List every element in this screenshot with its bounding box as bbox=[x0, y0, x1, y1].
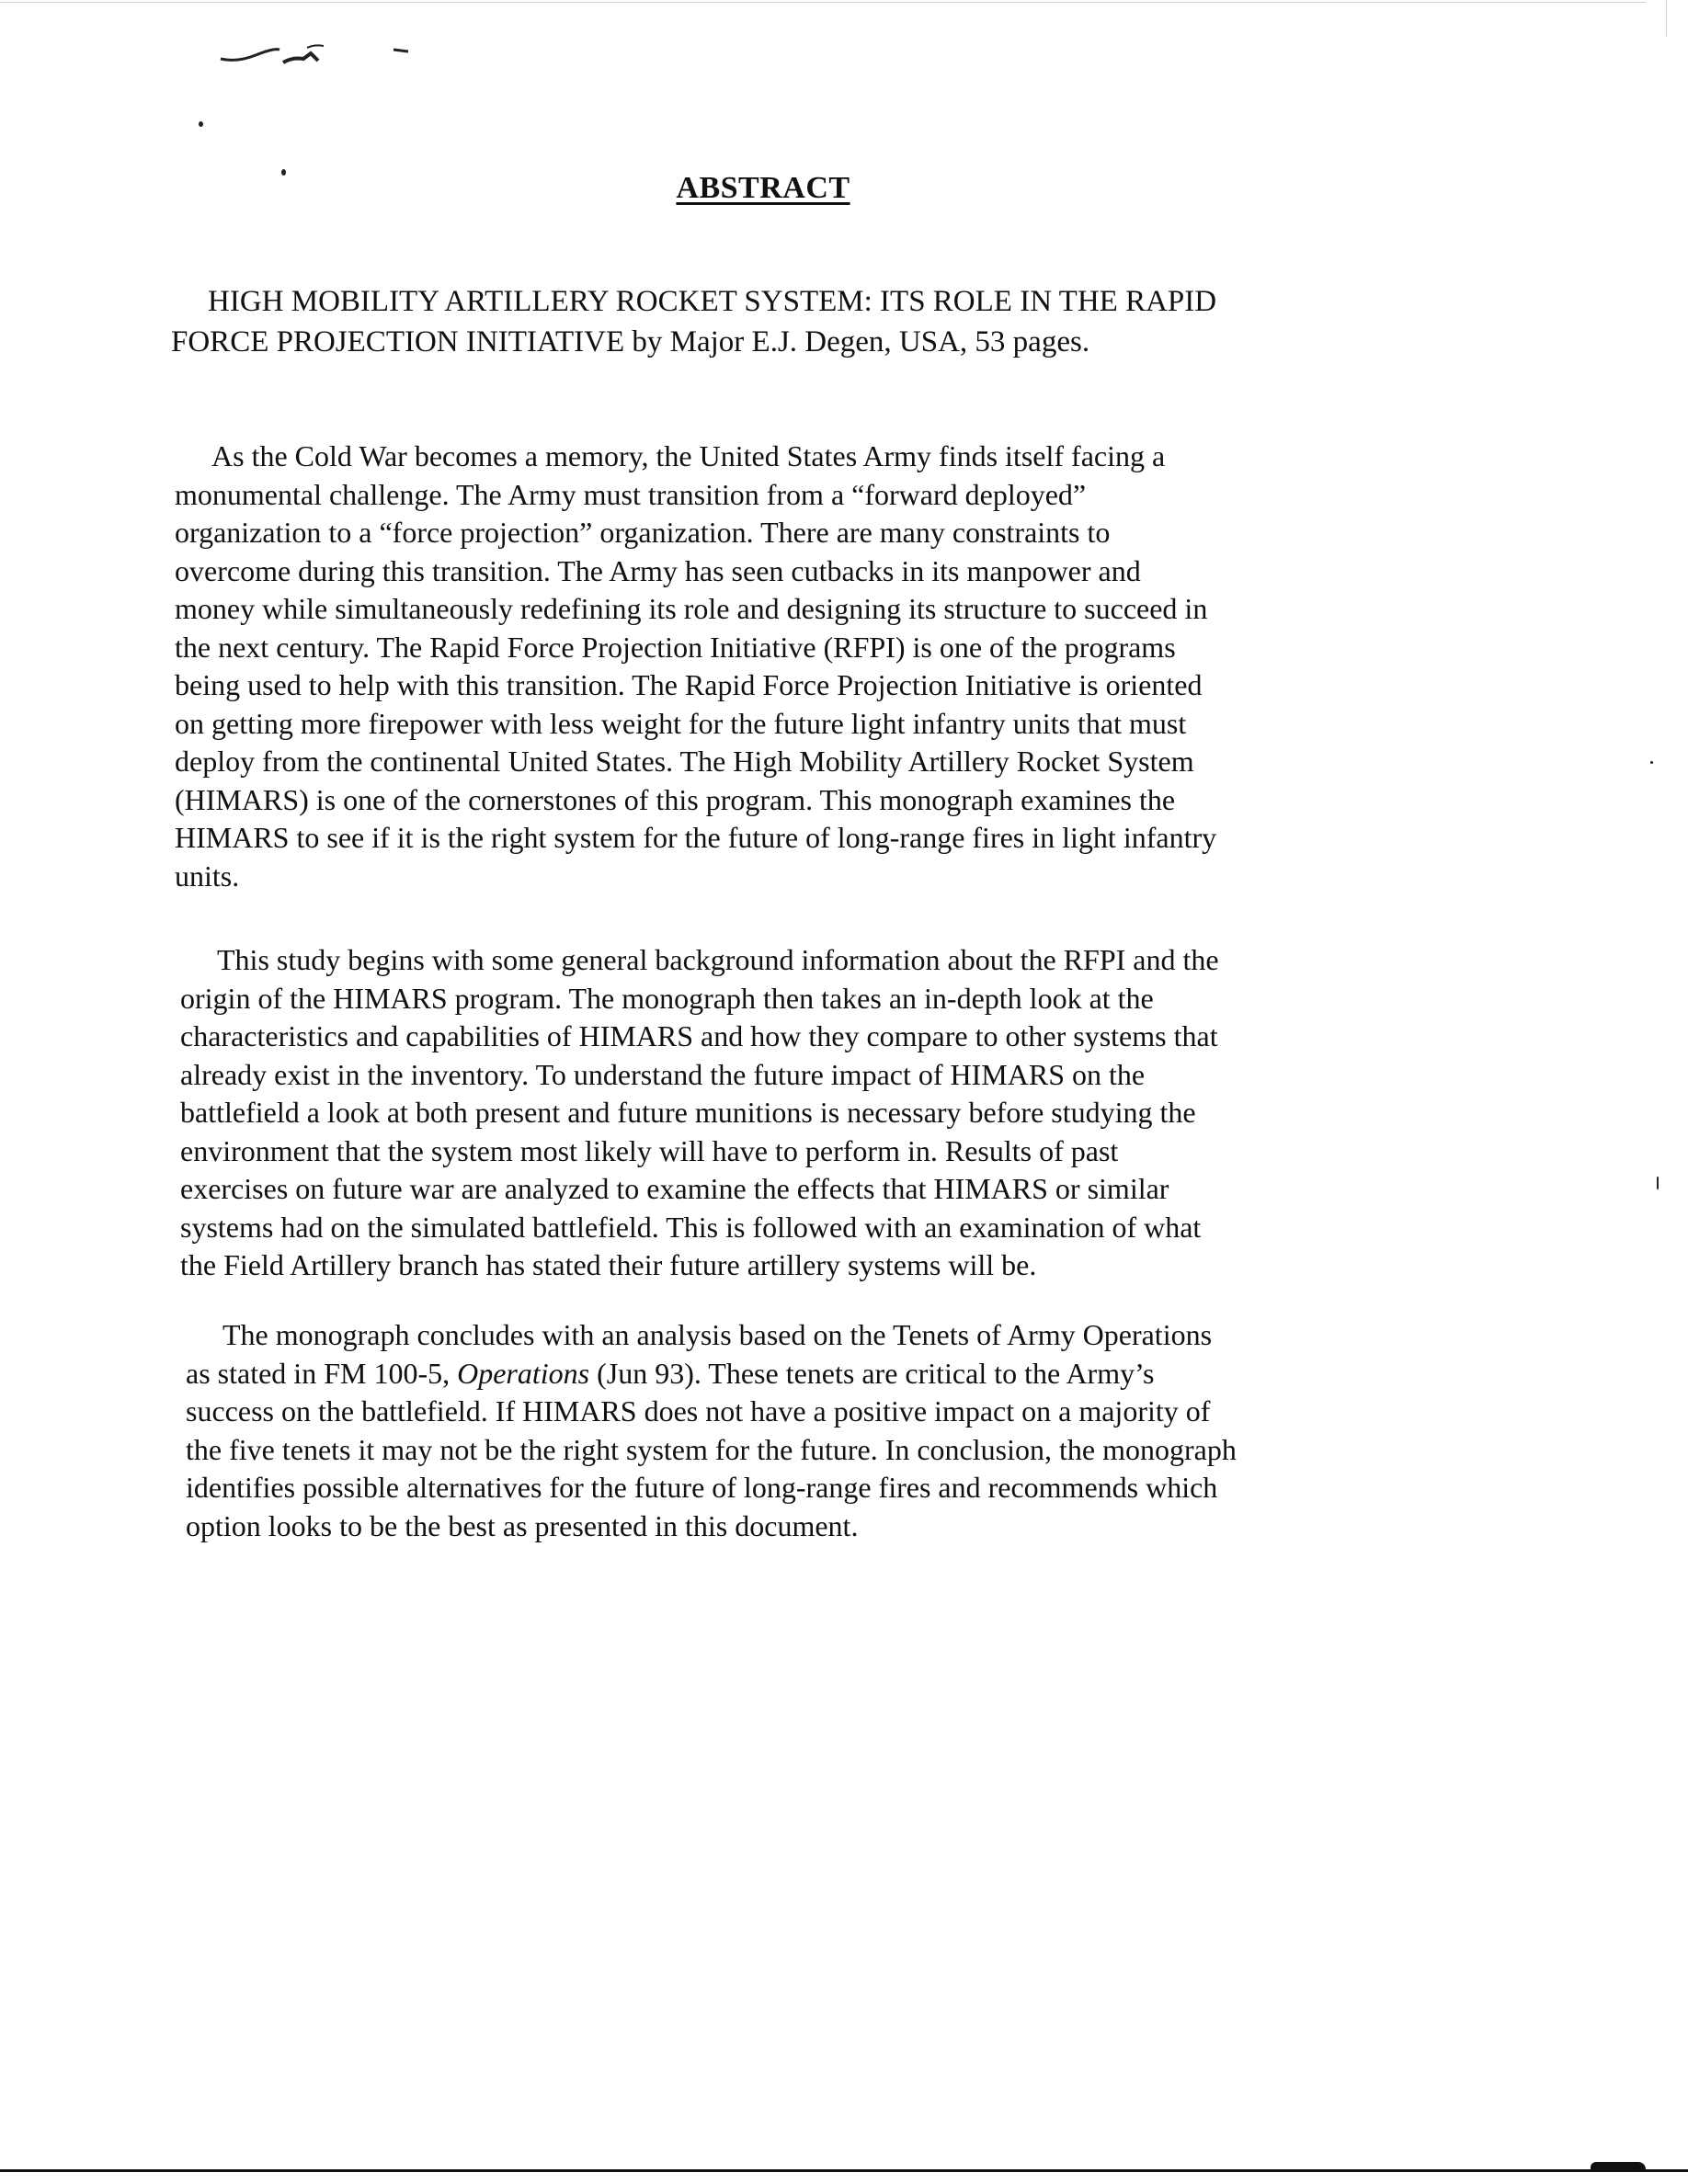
paragraph-line: success on the battlefield. If HIMARS does not have a positive impact on a majority of bbox=[186, 1394, 1211, 1428]
paragraph-line: exercises on future war are analyzed to examine the effects that HIMARS or similar bbox=[180, 1172, 1169, 1205]
paragraph-line: systems had on the simulated battlefield. This is followed with an examination of what bbox=[180, 1210, 1202, 1244]
paragraph-line: organization to a “force projection” organization. There are many constraints to bbox=[175, 516, 1111, 549]
paragraph-line: environment that the system most likely will have to perform in. Results of past bbox=[180, 1133, 1119, 1167]
italic-reference: Operations bbox=[457, 1356, 590, 1390]
paragraph-line: As the Cold War becomes a memory, the United States Army finds itself facing a bbox=[211, 439, 1166, 472]
heading-line: FORCE PROJECTION INITIATIVE by Major E.J. Degen, USA, 53 pages. bbox=[171, 325, 1090, 358]
scan-scribble-mark bbox=[219, 40, 421, 77]
scan-speck bbox=[1650, 761, 1653, 764]
paragraph-line: The monograph concludes with an analysis based on the Tenets of Army Operations bbox=[222, 1318, 1213, 1351]
paragraph-line: origin of the HIMARS program. The monograph then takes an in-depth look at the bbox=[180, 981, 1154, 1015]
paragraph-line: HIMARS to see if it is the right system for the future of long-range fires in light infantry bbox=[175, 821, 1217, 854]
scan-speck bbox=[199, 121, 203, 127]
paragraph-line: units. bbox=[175, 859, 240, 893]
paragraph-text: (Jun 93). These tenets are critical to the Army’s bbox=[589, 1356, 1155, 1390]
scan-edge-right bbox=[1666, 0, 1667, 37]
paragraph-line: the Field Artillery branch has stated their future artillery systems will be. bbox=[180, 1248, 1037, 1281]
abstract-paragraph-1 bbox=[175, 438, 1216, 895]
paragraph-line: monumental challenge. The Army must transition from a “forward deployed” bbox=[175, 477, 1087, 511]
paragraph-line: being used to help with this transition. The Rapid Force Projection Initiative is oriented bbox=[175, 668, 1203, 701]
scan-speck bbox=[1657, 1177, 1659, 1189]
paragraph-line: already exist in the inventory. To understand the future impact of HIMARS on the bbox=[180, 1057, 1146, 1091]
heading-line: HIGH MOBILITY ARTILLERY ROCKET SYSTEM: ITS ROLE IN THE RAPID bbox=[208, 285, 1217, 318]
scan-smudge-bottom bbox=[1591, 2162, 1646, 2171]
abstract-paragraph-2 bbox=[180, 941, 1219, 1285]
paragraph-line bbox=[186, 1355, 1237, 1393]
paragraph-line: (HIMARS) is one of the cornerstones of this program. This monograph examines the bbox=[175, 782, 1176, 816]
paragraph-line: option looks to be the best as presented in this document. bbox=[186, 1508, 859, 1542]
paragraph-text: as stated in FM 100-5, bbox=[186, 1356, 458, 1390]
document-heading bbox=[171, 281, 1366, 362]
paragraph-line: characteristics and capabilities of HIMARS and how they compare to other systems that bbox=[180, 1019, 1218, 1052]
paragraph-line: money while simultaneously redefining its role and designing its structure to succeed in bbox=[175, 592, 1208, 625]
paragraph-line: overcome during this transition. The Army has seen cutbacks in its manpower and bbox=[175, 553, 1141, 587]
scan-edge-bottom bbox=[0, 2169, 1688, 2172]
paragraph-line: the five tenets it may not be the right system for the future. In conclusion, the monograph bbox=[186, 1432, 1237, 1466]
page-title: ABSTRACT bbox=[676, 171, 850, 205]
paragraph-line: battlefield a look at both present and future munitions is necessary before studying the bbox=[180, 1096, 1196, 1129]
abstract-paragraph-3 bbox=[186, 1316, 1237, 1545]
paragraph-line: deploy from the continental United States. The High Mobility Artillery Rocket System bbox=[175, 745, 1194, 778]
paragraph-line: This study begins with some general background information about the RFPI and the bbox=[217, 943, 1219, 976]
scan-edge-top bbox=[0, 2, 1646, 3]
paragraph-line: on getting more firepower with less weight for the future light infantry units that must bbox=[175, 706, 1187, 740]
paragraph-line: the next century. The Rapid Force Projection Initiative (RFPI) is one of the programs bbox=[175, 630, 1176, 664]
paragraph-line: identifies possible alternatives for the future of long-range fires and recommends which bbox=[186, 1471, 1218, 1504]
